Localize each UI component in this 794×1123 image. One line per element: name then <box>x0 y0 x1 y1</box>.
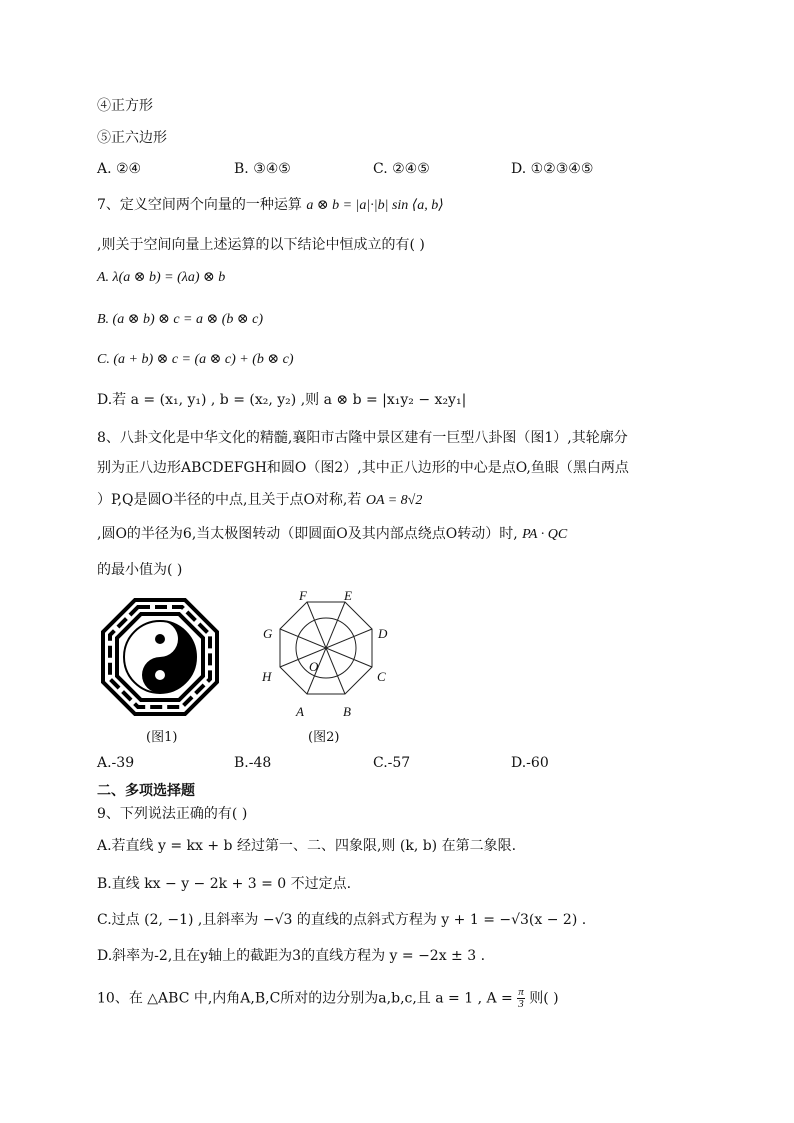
q8-option-b: B.-48 <box>234 755 272 771</box>
label-c: C <box>377 669 386 684</box>
label-h: H <box>262 669 272 684</box>
q7-option-b: B. (a ⊗ b) ⊗ c = a ⊗ (b ⊗ c) <box>97 312 263 327</box>
q10-fraction-num: π <box>518 986 524 998</box>
q6-option-a: A. ②④ <box>97 161 142 177</box>
label-b: B <box>343 704 351 719</box>
q10-tail: 则( ) <box>529 990 559 1007</box>
q9-stem: 9、下列说法正确的有( ) <box>97 806 248 822</box>
q7-line2: ,则关于空间向量上述运算的以下结论中恒成立的有( ) <box>97 237 425 253</box>
q9-option-b: B.直线 kx − y − 2k + 3 = 0 不过定点. <box>97 876 352 892</box>
q8-dot-product: PA · QC <box>522 527 568 542</box>
q10-fraction <box>517 987 525 1010</box>
q10-stem <box>97 987 559 1010</box>
q7-option-a: A. λ(a ⊗ b) = (λa) ⊗ b <box>97 270 226 285</box>
q7-text: 7、定义空间两个向量的一种运算 <box>97 197 302 213</box>
figure-1-bagua <box>95 592 225 722</box>
q8-option-c: C.-57 <box>373 755 411 771</box>
section-2-title: 二、多项选择题 <box>97 783 195 799</box>
q7-formula: a ⊗ b = |a|·|b| sin ⟨a, b⟩ <box>306 198 444 213</box>
q8-option-a: A.-39 <box>97 755 135 771</box>
q9-option-d: D.斜率为-2,且在y轴上的截距为3的直线方程为 y = −2x ± 3 . <box>97 948 486 964</box>
q9-option-a: A.若直线 y = kx + b 经过第一、二、四象限,则 (k, b) 在第二象限. <box>97 838 517 854</box>
q8-line2: 别为正八边形ABCDEFGH和圆O（图2）,其中正八边形的中心是点O,鱼眼（黑白两点 <box>97 460 629 476</box>
q8-line3 <box>97 490 422 511</box>
figure-2-caption: (图2) <box>308 730 340 745</box>
label-d: D <box>378 626 388 641</box>
q8-line3-text: ）P,Q是圆O半径的中点,且关于点O对称,若 <box>97 492 362 508</box>
q8-line4 <box>97 524 567 545</box>
q8-line4-text: ,圆O的半径为6,当太极图转动（即圆面O及其内部点绕点O转动）时, <box>97 526 518 542</box>
q7-option-c: C. (a + b) ⊗ c = (a ⊗ c) + (b ⊗ c) <box>97 352 294 367</box>
option-square: ④正方形 <box>97 98 153 114</box>
q8-option-d: D.-60 <box>511 755 549 771</box>
q6-option-b: B. ③④⑤ <box>234 161 291 177</box>
label-f: F <box>299 588 307 603</box>
label-o: O <box>309 659 319 674</box>
label-g: G <box>263 626 273 641</box>
figure-2-octagon <box>255 588 395 724</box>
q8-line1: 8、八卦文化是中华文化的精髓,襄阳市古隆中景区建有一巨型八卦图（图1）,其轮廓分 <box>97 430 628 446</box>
label-e: E <box>344 588 352 603</box>
q7-option-d: D.若 a = (x₁, y₁) , b = (x₂, y₂) ,则 a ⊗ b = |x₁y₂ − x₂y₁| <box>97 392 467 408</box>
q10-fraction-den: 3 <box>518 998 524 1010</box>
q8-line5: 的最小值为( ) <box>97 562 183 578</box>
figure-1-caption: (图1) <box>146 730 178 745</box>
q8-oa-formula: OA = 8√2 <box>365 493 423 508</box>
q6-option-c: C. ②④⑤ <box>373 161 430 177</box>
label-a: A <box>296 704 304 719</box>
option-hexagon: ⑤正六边形 <box>97 130 167 146</box>
q6-option-d: D. ①②③④⑤ <box>511 161 594 177</box>
q7-stem <box>97 195 444 216</box>
q10-text: 10、在 △ABC 中,内角A,B,C所对的边分别为a,b,c,且 a = 1 , A = <box>97 990 513 1007</box>
q9-option-c: C.过点 (2, −1) ,且斜率为 −√3 的直线的点斜式方程为 y + 1 = −√3(x − 2) . <box>97 912 587 928</box>
